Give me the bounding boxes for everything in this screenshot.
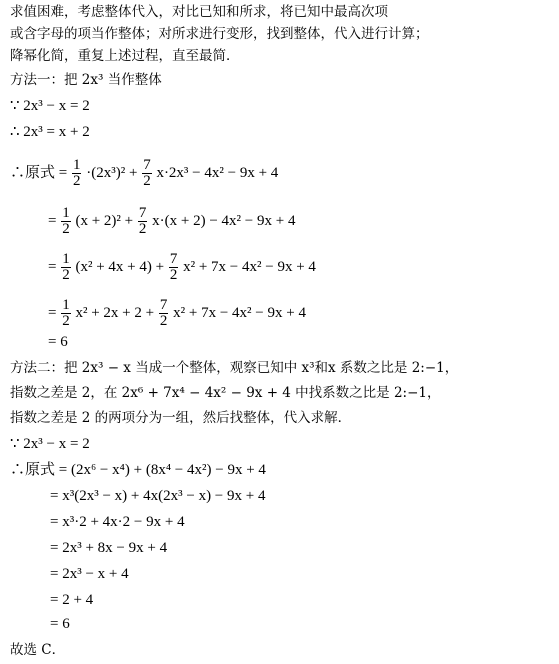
method2-line-2: 指数之差是 2，在 2x⁶ + 7x⁴ − 4x² − 9x + 4 中找系数之比是 2:−1， (10, 385, 441, 401)
fraction-half (72, 158, 82, 189)
denominator: 2 (169, 267, 178, 283)
numerator: 1 (62, 297, 70, 313)
denominator: 2 (62, 313, 70, 329)
fraction-half (61, 252, 71, 283)
fraction-seven-halves (142, 158, 152, 189)
numerator: 7 (169, 251, 178, 267)
method1-step3-tail: (x² + 4x + 4) + (75, 258, 165, 275)
fraction-half (61, 298, 71, 329)
numerator: 1 (62, 205, 70, 221)
intro-line-3: 降幂化简，重复上述过程，直至最简． (10, 48, 240, 64)
fraction-seven-halves (159, 298, 169, 329)
method2-step1: ∴原式 = (2x⁶ − x⁴) + (8x⁴ − 4x²) − 9x + 4 (10, 462, 266, 478)
method2-step7: = 6 (50, 616, 70, 632)
method2-step6: = 2 + 4 (50, 592, 94, 608)
fraction-seven-halves (169, 252, 179, 283)
numerator: 1 (62, 251, 70, 267)
method2-step3: = x³·2 + 4x·2 − 9x + 4 (50, 514, 185, 530)
method2-given: ∵ 2x³ − x = 2 (10, 436, 90, 452)
method2-step5: = 2x³ − x + 4 (50, 566, 129, 582)
method1-given: ∵ 2x³ − x = 2 (10, 98, 90, 114)
intro-line-2: 或含字母的项当作整体；对所求进行变形，找到整体，代入进行计算； (10, 26, 429, 42)
method1-step2 (48, 206, 295, 237)
method1-step1-tail2: x·2x³ − 4x² − 9x + 4 (156, 164, 279, 181)
method2-step4: = 2x³ + 8x − 9x + 4 (50, 540, 168, 556)
denominator: 2 (62, 221, 70, 237)
equals-sign: = (58, 164, 68, 181)
method1-step1 (10, 158, 278, 189)
numerator: 1 (72, 157, 81, 173)
method1-step4-tail2: x² + 7x − 4x² − 9x + 4 (173, 304, 306, 321)
numerator: 7 (159, 297, 168, 313)
method1-step3 (48, 252, 316, 283)
fraction-half (61, 206, 71, 237)
method1-step1-tail: ·(2x³)² + (86, 164, 138, 181)
conclusion: 故选 C． (10, 642, 66, 658)
method1-step2-tail2: x·(x + 2) − 4x² − 9x + 4 (152, 212, 296, 229)
method1-step4 (48, 298, 306, 329)
method1-title: 方法一：把 2x³ 当作整体 (10, 72, 162, 88)
numerator: 7 (143, 157, 151, 173)
method1-step1-lead: ∴原式 (10, 164, 56, 181)
equals-sign: = (48, 304, 57, 321)
denominator: 2 (143, 173, 151, 189)
denominator: 2 (72, 173, 81, 189)
denominator: 2 (159, 313, 168, 329)
method2-step2: = x³(2x³ − x) + 4x(2x³ − x) − 9x + 4 (50, 488, 266, 504)
method1-step2-tail: (x + 2)² + (75, 212, 134, 229)
method2-line-1: 方法二：把 2x³ − x 当成一个整体，观察已知中 x³和x 系数之比是 2:−1， (10, 360, 459, 376)
method2-line-3: 指数之差是 2 的两项分为一组，然后找整体，代入求解． (10, 410, 352, 426)
intro-line-1: 求值困难，考虑整体代入，对比已知和所求，将已知中最高次项 (10, 4, 388, 20)
denominator: 2 (138, 221, 147, 237)
denominator: 2 (62, 267, 70, 283)
numerator: 7 (138, 205, 147, 221)
fraction-seven-halves (138, 206, 148, 237)
equals-sign: = (48, 258, 57, 275)
method1-step4-tail: x² + 2x + 2 + (75, 304, 155, 321)
method1-therefore: ∴ 2x³ = x + 2 (10, 124, 90, 140)
method1-step3-tail2: x² + 7x − 4x² − 9x + 4 (183, 258, 316, 275)
equals-sign: = (48, 212, 57, 229)
method1-result: = 6 (48, 334, 68, 350)
